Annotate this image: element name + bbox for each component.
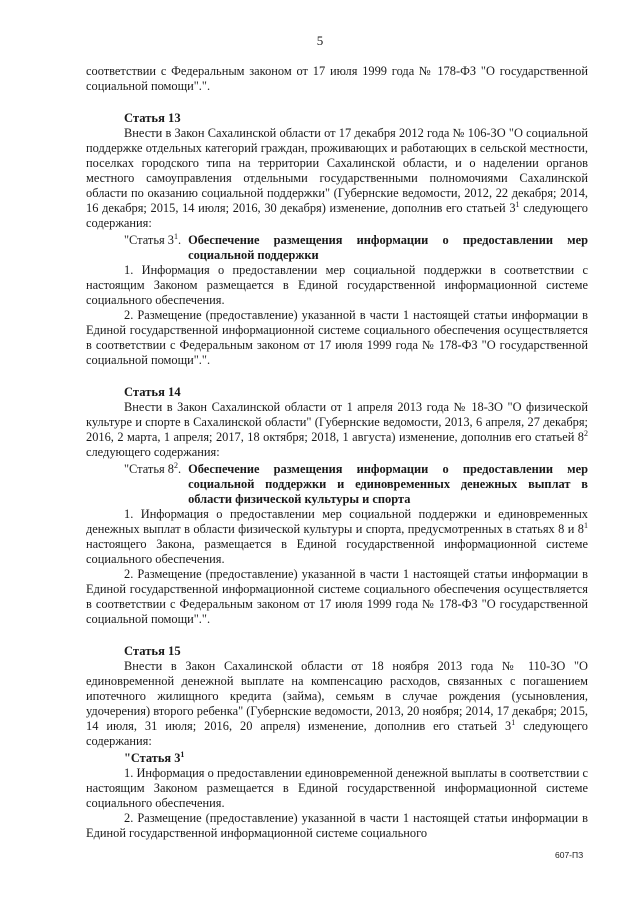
article-13-body: Внести в Закон Сахалинской области от 17 декабря 2012 года № 106-ЗО "О социальной поддержке отдельных категорий граждан, проживающих и работающих в сельской местности, поселках городского типа на территории Сахалинской области, и о наделении органов местного самоуправления отдельными государственными полномочиями Сахалинской области по оказанию социальной поддержки" (Губернские ведомости, 2012, 22 декабря; 2014, 16 декабря; 2015, 14 июля; 2016, 30 декабря) изменение, дополнив его статьей $3^1$ следующего содержания: — [86, 126, 588, 230]
article-13-part-2: 2. Размещение (предоставление) указанной в части 1 настоящей статьи информации в Единой государственной информационной системе социального обеспечения осуществляется в соответствии с Федеральным законом от 17 июля 1999 года № 178-ФЗ "О государственной социальной помощи".". — [86, 308, 588, 367]
article-14-part-1: 1. Информация о предоставлении мер социальной поддержки и единовременных денежных выплат в области физической культуры и спорта, предусмотренных в статьях 8 и $8^1$ настоящего Закона, размещается в Единой государственной информационной системе социального обеспечения. — [86, 507, 588, 566]
subarticle-label: "Статья $3^1$ — [124, 749, 185, 765]
article-15-title: Статья 15 — [124, 644, 181, 658]
article-14-subheading — [86, 462, 588, 507]
intro-paragraph: соответствии с Федеральным законом от 17 июля 1999 года № 178-ФЗ "О государственной социальной помощи".". — [86, 64, 588, 93]
article-14-body: Внести в Закон Сахалинской области от 1 апреля 2013 года № 18-ЗО "О физической культуре и спорте в Сахалинской области" (Губернские ведомости, 2013, 6 апреля, 27 декабря; 2016, 2 марта, 1 апреля; 2017, 18 октября; 2018, 1 августа) изменение, дополнив его статьей $8^2$ следующего содержания: — [86, 400, 588, 459]
subarticle-label: "Статья $3^1$. — [124, 231, 182, 247]
document-code: 607-ПЗ — [555, 850, 584, 860]
article-15-body: Внести в Закон Сахалинской области от 18 ноября 2013 года № 110-ЗО "О единовременной денежной выплате на компенсацию расходов, связанных с погашением ипотечного жилищного кредита (займа), семьям в случае рождения (усыновления, удочерения) второго ребенка" (Губернские ведомости, 2013, 20 ноября; 2014, 17 декабря; 2015, 14 июля, 31 июля; 2016, 20 апреля) изменение, дополнив его статьей $3^1$ следующего содержания: — [86, 659, 589, 748]
article-15-part-2: 2. Размещение (предоставление) указанной в части 1 настоящей статьи информации в Единой государственной информационной системе социального — [86, 811, 588, 840]
subarticle-title: Обеспечение размещения информации о предоставлении мер социальной поддержки — [188, 233, 588, 262]
article-14-title: Статья 14 — [124, 385, 181, 399]
document-body — [86, 64, 588, 841]
subarticle-label: "Статья $8^2$. — [124, 460, 182, 476]
article-15-part-1: 1. Информация о предоставлении единовременной денежной выплаты в соответствии с настоящим Законом размещается в Единой государственной информационной системе социального обеспечения. — [86, 766, 588, 810]
subarticle-title: Обеспечение размещения информации о предоставлении мер социальной поддержки и единовременных денежных выплат в области физической культуры и спорта — [188, 462, 588, 506]
page-number: 5 — [316, 33, 324, 48]
article-13-part-1: 1. Информация о предоставлении мер социальной поддержки в соответствии с настоящим Законом размещается в Единой государственной информационной системе социального обеспечения. — [86, 263, 588, 307]
article-14-part-2: 2. Размещение (предоставление) указанной в части 1 настоящей статьи информации в Единой государственной информационной системе социального обеспечения осуществляется в соответствии с Федеральным законом от 17 июля 1999 года № 178-ФЗ "О государственной социальной помощи".". — [86, 567, 588, 626]
article-13-subheading — [86, 233, 588, 263]
article-15-subheading — [86, 751, 588, 766]
article-13-title: Статья 13 — [124, 111, 181, 125]
